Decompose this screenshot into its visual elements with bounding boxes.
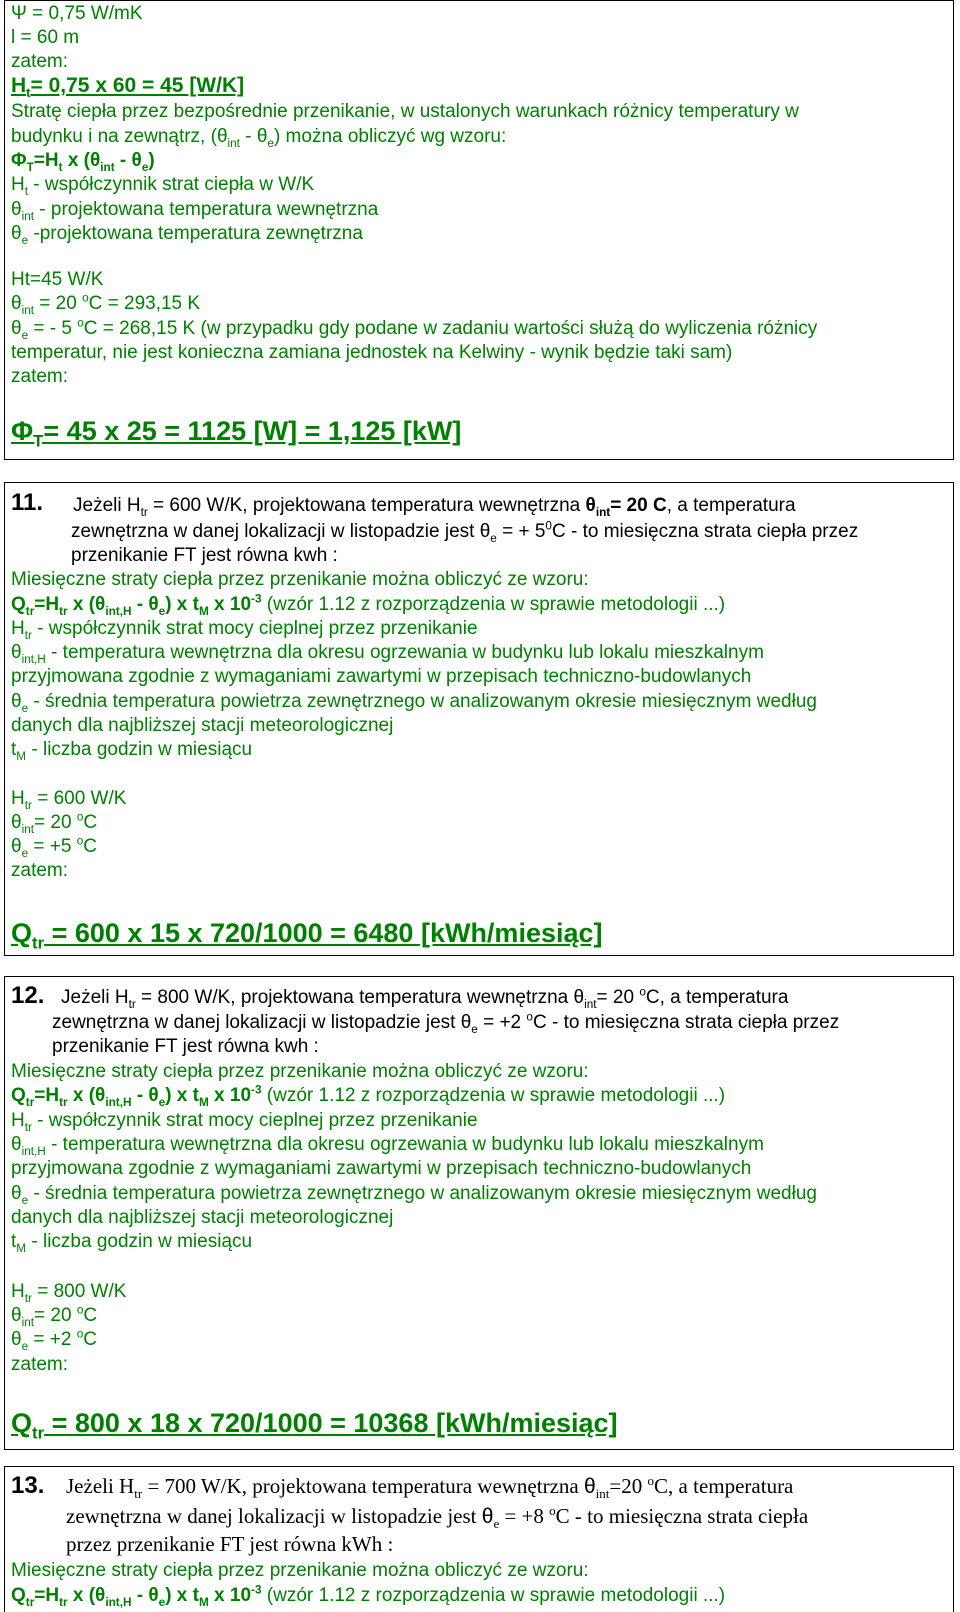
s11-result: $Q_{tr} = 600$ x 15 x 720/1000 = 6480 [kWh/miesiąc] (11, 918, 603, 953)
s12-expl-theta-int: $\theta_{int,H}$ - temperatura wewnętrzna dla okresu ogrzewania w budynku lub lokalu mieszkalnym (11, 1134, 764, 1158)
given-theta-e: $\theta_e$ = - 5 $^o$C = 268,15 K (w przypadku gdy podane w zadaniu wartości służą do wyliczenia różnicy (11, 316, 818, 342)
s12-expl-1: Miesięczne straty ciepła przez przenikanie można obliczyć ze wzoru: (11, 1061, 589, 1082)
s12-zatem: zatem: (11, 1354, 69, 1375)
ht-result: $H_t= 0,75$ x 60 = 45 [W/K] (11, 74, 245, 101)
s11-expl-theta-e: $\theta_e$ - średnia temperatura powietrza zewnętrznego w analizowanym okresie miesięcznym według (11, 691, 817, 715)
s12-given-theta-e: $\theta_e = +2$ $^o$C (11, 1327, 98, 1353)
s11-zatem: zatem: (11, 860, 69, 881)
s11-expl-1: Miesięczne straty ciepła przez przenikanie można obliczyć ze wzoru: (11, 569, 589, 590)
s11-expl-line-5: przyjmowana zgodnie z wymaganiami zawartymi w przepisach techniczno-budowlanych (11, 666, 752, 687)
phi-result: $\Phi_T= 45$ x 25 = 1125 [W] = 1,125 [kW] (11, 416, 462, 451)
s11-expl-line-7: danych dla najbliższej stacji meteorologicznej (11, 715, 394, 736)
zatem-label: zatem: (11, 51, 69, 72)
s11-expl-htr: $H_{tr}$ - współczynnik strat mocy cieplnej przez przenikanie (11, 618, 478, 642)
s12-formula: $Q_{tr}=H_{tr}$ x $(\theta_{int,H} - \theta_e)$ x $t_M$ x $10^{-3}$ (wzór 1.12 z rozporządzenia w sprawie metodologii ...) (11, 1083, 726, 1109)
task-11-line-3: przenikanie FT jest równa kwh : (71, 545, 338, 566)
task-11-line-1: Jeżeli $H_{tr} = 600$ W/K, projektowana temperatura wewnętrzna $\theta_{int}= 20$ C, a temperatura (73, 495, 796, 519)
s11-given-theta-int: $\theta_{int}= 20$ $^o$C (11, 810, 98, 836)
s12-result: $Q_{tr} = 800$ x 18 x 720/1000 = 10368 [kWh/miesiąc] (11, 1408, 618, 1443)
task-11-line-2: zewnętrzna w danej lokalizacji w listopadzie jest $\theta_e$ = + $5^0C$ - to miesięczna strata ciepła przez (71, 519, 859, 545)
s13-formula: $Q_{tr}=H_{tr}$ x $(\theta_{int,H} - \theta_e)$ x $t_M$ x $10^{-3}$ (wzór 1.12 z rozporządzenia w sprawie metodologii ...) (11, 1583, 726, 1609)
length-value: l = 60 m (11, 27, 80, 48)
given-ht: Ht=45 W/K (11, 269, 104, 290)
task-13-line-2: zewnętrzna w danej lokalizacji w listopadzie jest $\theta_e = +8$ $^o$C - to miesięczna strata ciepła (66, 1503, 809, 1532)
task-number-13: 13. (11, 1472, 45, 1499)
task-13-line-3: przez przenikanie FT jest równa kWh : (66, 1532, 394, 1556)
phi-formula: $\Phi_T=H_t$ x $(\theta_{int} - \theta_e)$ (11, 150, 155, 174)
task-12-line-2: zewnętrzna w danej lokalizacji w listopadzie jest $\theta_e = +2$ $^o$C - to miesięczna strata ciepła przez (52, 1010, 840, 1036)
var-theta-int: $\theta_{int}$ - projektowana temperatura wewnętrzna (11, 199, 379, 223)
task-number-11: 11. (11, 489, 44, 516)
description-line-1: Stratę ciepła przez bezpośrednie przenikanie, w ustalonych warunkach różnicy temperatury w (11, 101, 799, 122)
given-theta-int: $\theta_{int} = 20$ $^o$C = 293,15 K (11, 291, 201, 317)
var-theta-e: $\theta_e$ -projektowana temperatura zewnętrzna (11, 223, 363, 247)
s12-given-htr: $H_{tr} = 800$ W/K (11, 1281, 127, 1305)
s12-expl-line-7: danych dla najbliższej stacji meteorologicznej (11, 1207, 394, 1228)
task-12-line-1: Jeżeli $H_{tr} = 800$ W/K, projektowana temperatura wewnętrzna $\theta_{int}= 20$ $^o$C, a temperatura (61, 985, 789, 1011)
s11-expl-tm: $t_M$ - liczba godzin w miesiącu (11, 739, 253, 763)
s11-given-theta-e: $\theta_e = +5$ $^o$C (11, 834, 98, 860)
s11-given-htr: $H_{tr} = 600$ W/K (11, 788, 127, 812)
s12-expl-htr: $H_{tr}$ - współczynnik strat mocy cieplnej przez przenikanie (11, 1110, 478, 1134)
description-line-2: budynku i na zewnątrz, $(\theta_{int} - \theta_e)$ można obliczyć wg wzoru: (11, 126, 507, 150)
s11-expl-theta-int: $\theta_{int,H}$ - temperatura wewnętrzna dla okresu ogrzewania w budynku lub lokalu mieszkalnym (11, 642, 764, 666)
s12-given-theta-int: $\theta_{int}= 20$ $^o$C (11, 1303, 98, 1329)
psi-value: Ψ = 0,75 W/mK (11, 3, 143, 24)
task-number-12: 12. (11, 982, 45, 1009)
s12-expl-theta-e: $\theta_e$ - średnia temperatura powietrza zewnętrznego w analizowanym okresie miesięcznym według (11, 1183, 817, 1207)
s12-expl-tm: $t_M$ - liczba godzin w miesiącu (11, 1231, 253, 1255)
s13-expl-1: Miesięczne straty ciepła przez przenikanie można obliczyć ze wzoru: (11, 1560, 589, 1581)
var-ht: $H_t$ - współczynnik strat ciepła w W/K (11, 174, 315, 198)
s12-expl-line-5: przyjmowana zgodnie z wymaganiami zawartymi w przepisach techniczno-budowlanych (11, 1158, 752, 1179)
zatem-label-2: zatem: (11, 366, 69, 387)
given-note: temperatur, nie jest konieczna zamiana jednostek na Kelwiny - wynik będzie taki sam) (11, 342, 733, 363)
task-13-line-1: Jeżeli $H_{tr} = 700$ W/K, projektowana temperatura wewnętrzna $\theta_{int}=20$ $^o$C, a temperatura (66, 1473, 794, 1502)
s11-formula: $Q_{tr}=H_{tr}$ x $(\theta_{int,H} - \theta_e)$ x $t_M$ x $10^{-3}$ (wzór 1.12 z rozporządzenia w sprawie metodologii ...) (11, 592, 726, 618)
task-12-line-3: przenikanie FT jest równa kwh : (52, 1036, 319, 1057)
